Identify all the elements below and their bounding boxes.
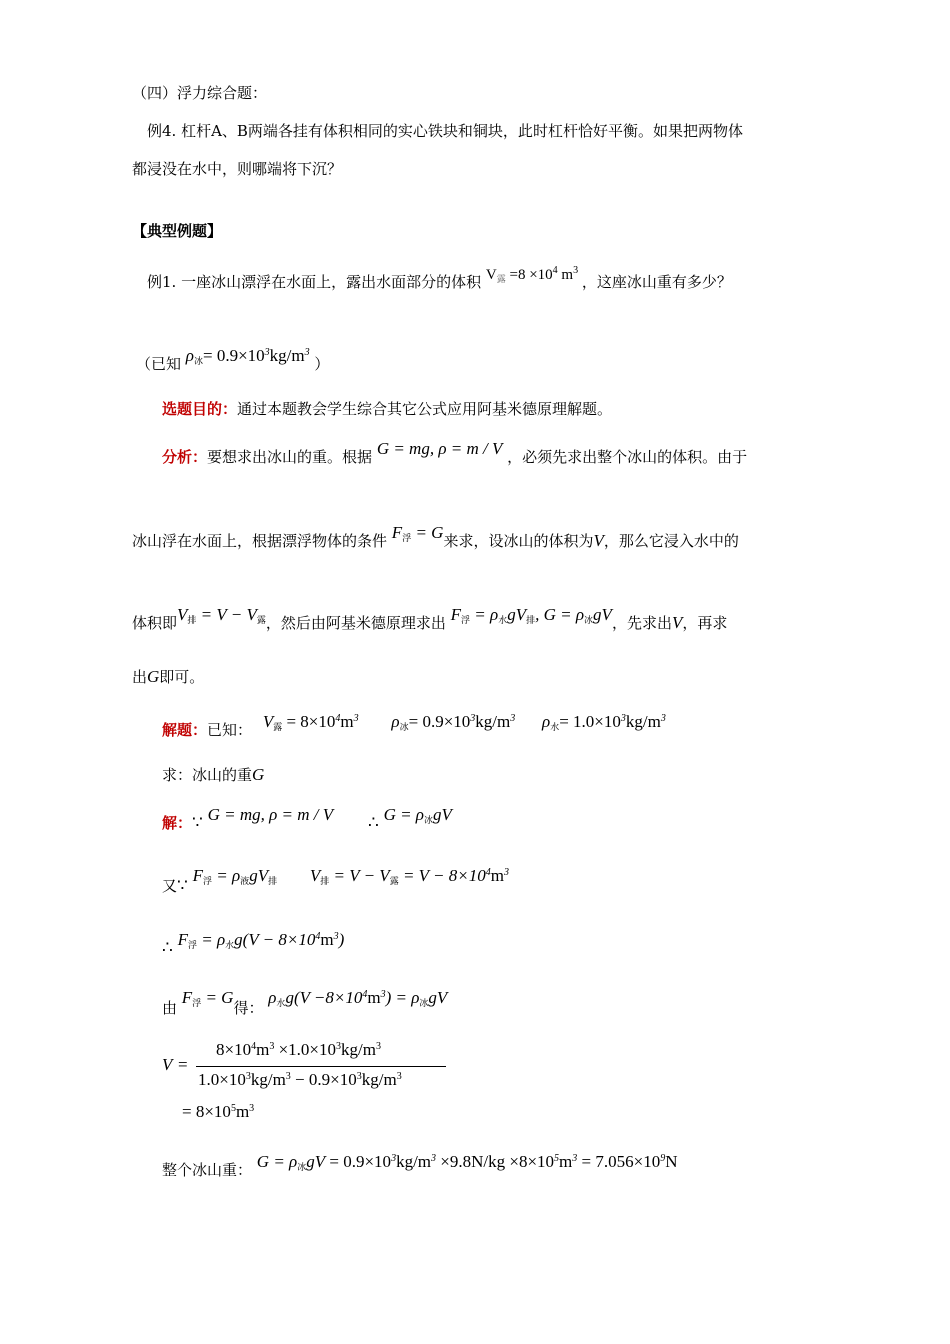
- solve-label: 解题：: [162, 721, 208, 739]
- typical-examples-heading: 【典型例题】: [132, 222, 223, 240]
- v-displaced-formula: $V_排 = V - V_露$: [177, 605, 266, 625]
- purpose-label: 选题目的：: [162, 400, 238, 418]
- fraction-lhs-v: V: [162, 1055, 173, 1074]
- step3-formula: $F_浮 = \rho_水g(V - 8\times 10^4m^3)$: [177, 930, 345, 950]
- step1-result: $G = \rho_冰gV$: [383, 805, 452, 825]
- fraction-bar: [196, 1066, 446, 1067]
- v-exposed-formula: $V_露 =8 \times 10^4$ $m^3$: [485, 265, 579, 284]
- step2-vdisplaced: $V_排 = V - V_露 = V - 8\times 10^4m^3$: [309, 866, 509, 886]
- volume-result: = $8\times 10^5m^3$: [182, 1102, 255, 1121]
- analysis-label: 分析：: [162, 448, 208, 466]
- example-1-text: [147, 265, 732, 298]
- solution-step1: 解：∵ G = mg, ρ = m / V ∴ $G = \rho_冰gV$: [162, 805, 452, 833]
- solution-step4: 由 $F_浮 = G$得： $\rho_水g(V -8\times 10^4m^3) = \rho_冰gV$: [162, 988, 448, 1017]
- volume-fraction: V = $8\times 10^4m^3 \times 1.0\times 10^3kg/m^3$ $1.0\times 10^3kg/m^3 - 0.9\times 10^3kg/m^3$: [162, 1040, 462, 1120]
- example-4-line1: 例4. 杠杆A、B两端各挂有体积相同的实心铁块和铜块，此时杠杆恰好平衡。如果把两物体: [147, 122, 743, 140]
- solution-label: 解：: [162, 814, 193, 832]
- float-condition: $F_浮 = G$: [391, 523, 444, 543]
- rho-ice-formula: $\rho_冰= 0.9\times 10^3kg/m^3$: [185, 346, 310, 366]
- analysis-line1: 分析：要想求出冰山的重。根据 G = mg, ρ = m / V ，必须先求出整个冰山的体积。由于: [162, 439, 748, 466]
- purpose-line: [162, 398, 612, 420]
- step4-equation: $\rho_水g(V -8\times 10^4m^3) = \rho_冰gV$: [268, 988, 448, 1008]
- analysis-line3: 体积即$V_排 = V - V_露$，然后由阿基米德原理求出 $F_浮 = \rho_水gV_排$, $G = \rho_冰gV$，先求出V，再求: [132, 605, 728, 632]
- purpose-text: 通过本题教会学生综合其它公式应用阿基米德原理解题。: [237, 400, 613, 418]
- total-weight-formula: $G = \rho_冰gV = 0.9\times 10^3kg/m^3 \times 9.8N/kg \times 8\times 10^5m^3 = 7.056\times 10^9N$: [256, 1152, 678, 1172]
- section-heading: （四）浮力综合题：: [132, 84, 268, 102]
- given-density: （已知 $\rho_冰= 0.9\times 10^3kg/m^3$ ）: [136, 346, 330, 373]
- example-4-line2: 都浸没在水中，则哪端将下沉？: [132, 160, 343, 178]
- step2-buoyancy: $F_浮 = \rho_液gV_排$: [192, 866, 278, 886]
- solution-step3: ∴ $F_浮 = \rho_水g(V - 8\times 10^4m^3)$: [162, 930, 345, 958]
- archimedes-formula: $F_浮 = \rho_水gV_排$, $G = \rho_冰gV$: [450, 605, 612, 625]
- formula-g-mg: G = mg, ρ = m / V: [376, 439, 503, 458]
- solution-step2: 又∵ $F_浮 = \rho_液gV_排$ $V_排 = V - V_露 = V - 8\times 10^4m^3$: [162, 866, 509, 896]
- total-weight-line: 整个冰山重： $G = \rho_冰gV = 0.9\times 10^3kg/m^3 \times 9.8N/kg \times 8\times 10^5m^3 = 7.056\times 10^9N$: [162, 1152, 678, 1179]
- step1-formula: G = mg, ρ = m / V: [207, 805, 334, 824]
- analysis-line2: 冰山浮在水面上，根据漂浮物体的条件 $F_浮 = G$来求，设冰山的体积为V，那么它浸入水中的: [132, 523, 739, 550]
- fraction-numerator: $8\times 10^4m^3 \times 1.0\times 10^3kg/m^3$: [216, 1040, 381, 1059]
- example-1-question: ，这座冰山重有多少？: [581, 273, 732, 291]
- known-v-exposed: $V_露 = 8\times 10^4m^3$: [262, 712, 359, 732]
- analysis-line4: 出G即可。: [132, 667, 205, 686]
- find-line: 求：冰山的重G: [162, 765, 265, 784]
- step4-condition: $F_浮 = G$: [181, 988, 234, 1008]
- known-rho-ice: $\rho_冰= 0.9\times 10^3kg/m^3$: [391, 712, 516, 732]
- solve-known-line: 解题：已知： $V_露 = 8\times 10^4m^3$ $\rho_冰= 0.9\times 10^3kg/m^3$ $\rho_水= 1.0\times 10^3kg/m^3$: [162, 712, 666, 739]
- fraction-denominator: $1.0\times 10^3kg/m^3 - 0.9\times 10^3kg/m^3$: [198, 1070, 402, 1089]
- example-1-lead: 例1. 一座冰山漂浮在水面上，露出水面部分的体积: [147, 273, 482, 291]
- known-rho-water: $\rho_水= 1.0\times 10^3kg/m^3$: [542, 712, 666, 732]
